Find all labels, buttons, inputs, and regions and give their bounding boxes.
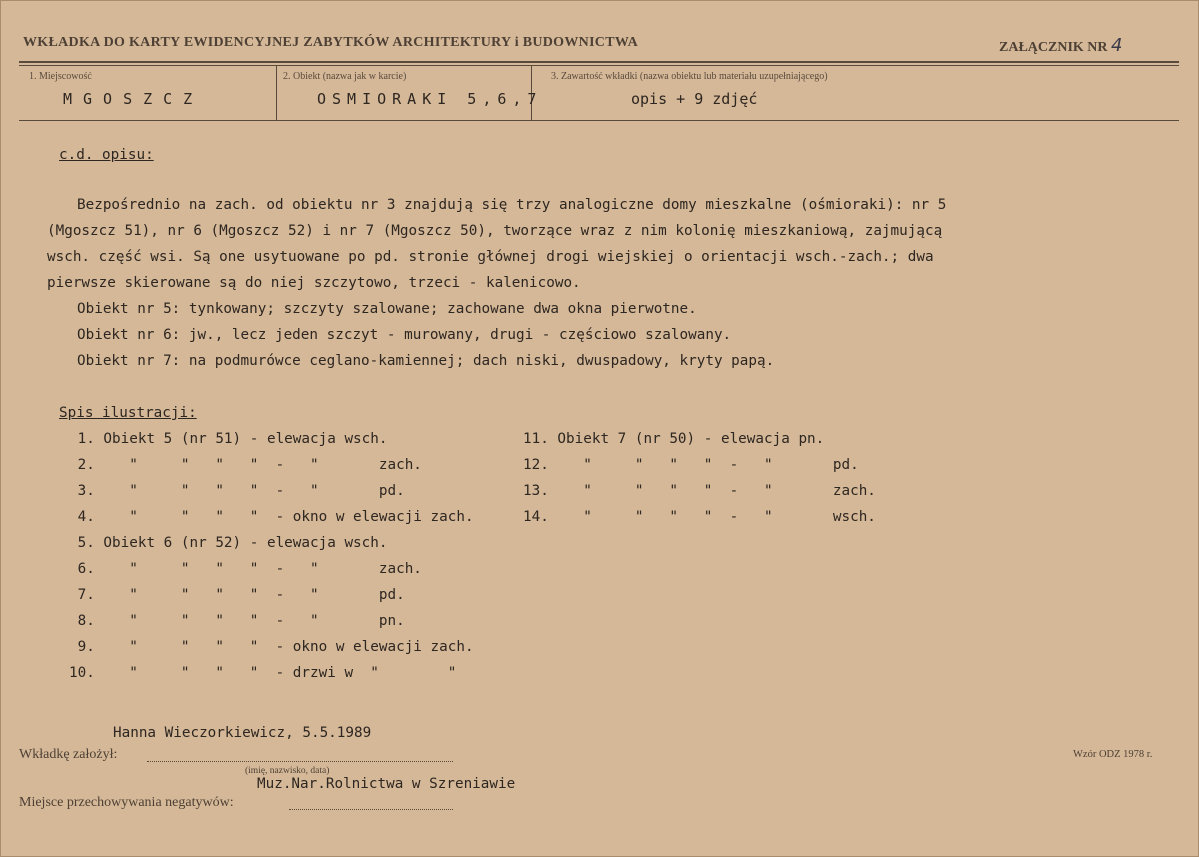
fields-bottom-rule [19, 120, 1179, 121]
object-value: OSMIORAKI 5,6,7 [317, 90, 543, 108]
created-by-dotted-line [147, 761, 453, 762]
form-title: WKŁADKA DO KARTY EWIDENCYJNEJ ZABYTKÓW ARCHITEKTURY i BUDOWNICTWA [23, 35, 639, 50]
illustration-item: 5. Obiekt 6 (nr 52) - elewacja wsch. [69, 535, 388, 551]
header-rule [19, 61, 1179, 63]
illustration-item: 8. " " " " - " pn. [69, 613, 405, 629]
illustration-item: 6. " " " " - " zach. [69, 561, 422, 577]
illustration-item: 4. " " " " - okno w elewacji zach. [69, 509, 474, 525]
paragraph-line-2: (Mgoszcz 51), nr 6 (Mgoszcz 52) i nr 7 (Mgoszcz 50), tworzące wraz z nim kolonię mieszkaniową, zajmującą [47, 223, 943, 239]
illustration-item: 10. " " " " - drzwi w " " [69, 665, 457, 681]
field-divider-1 [276, 65, 277, 120]
object-note-7: Obiekt nr 7: na podmurówce ceglano-kamiennej; dach niski, dwuspadowy, kryty papą. [77, 353, 775, 369]
paragraph-line-3: wsch. część wsi. Są one usytuowane po pd. stronie głównej drogi wiejskiej o orientacji wsch.-zach.; dwa [47, 249, 934, 265]
storage-label: Miejsce przechowywania negatywów: [19, 795, 234, 810]
paragraph-line-1: Bezpośrednio na zach. od obiektu nr 3 znajdują się trzy analogiczne domy mieszkalne (ośmioraki): nr 5 [77, 197, 947, 213]
place-label: 1. Miejscowość [29, 71, 92, 82]
object-note-6: Obiekt nr 6: jw., lecz jeden szczyt - murowany, drugi - częściowo szalowany. [77, 327, 732, 343]
form-code: Wzór ODZ 1978 r. [1073, 749, 1153, 760]
object-label: 2. Obiekt (nazwa jak w karcie) [283, 71, 407, 82]
paragraph-line-4: pierwsze skierowane są do niej szczytowo, trzeci - kalenicowo. [47, 275, 581, 291]
illustration-item: 11. Obiekt 7 (nr 50) - elewacja pn. [523, 431, 825, 447]
illustration-item: 12. " " " " - " pd. [523, 457, 859, 473]
created-by-label: Wkładkę założył: [19, 747, 118, 762]
place-value: MGOSZCZ [63, 90, 204, 108]
illustration-item: 2. " " " " - " zach. [69, 457, 422, 473]
contents-value: opis + 9 zdjęć [631, 90, 758, 108]
storage-dotted-line [289, 809, 453, 810]
illustration-item: 13. " " " " - " zach. [523, 483, 876, 499]
object-note-5: Obiekt nr 5: tynkowany; szczyty szalowane; zachowane dwa okna pierwotne. [77, 301, 697, 317]
illustrations-heading: Spis ilustracji: [59, 405, 197, 421]
author-signature-line: Hanna Wieczorkiewicz, 5.5.1989 [113, 725, 372, 741]
illustration-item: 9. " " " " - okno w elewacji zach. [69, 639, 474, 655]
illustration-item: 1. Obiekt 5 (nr 51) - elewacja wsch. [69, 431, 388, 447]
illustration-item: 14. " " " " - " wsch. [523, 509, 876, 525]
contents-label: 3. Zawartość wkładki (nazwa obiektu lub materiału uzupełniającego) [551, 71, 828, 82]
created-by-hint: (imię, nazwisko, data) [245, 766, 330, 776]
illustration-item: 3. " " " " - " pd. [69, 483, 405, 499]
illustration-item: 7. " " " " - " pd. [69, 587, 405, 603]
annex-label-text: ZAŁĄCZNIK NR [999, 40, 1108, 55]
annex-label [999, 35, 1122, 56]
description-heading: c.d. opisu: [59, 147, 154, 163]
annex-number: 4 [1111, 35, 1123, 56]
storage-value: Muz.Nar.Rolnictwa w Szreniawie [257, 776, 516, 792]
header-rule-thin [19, 65, 1179, 66]
